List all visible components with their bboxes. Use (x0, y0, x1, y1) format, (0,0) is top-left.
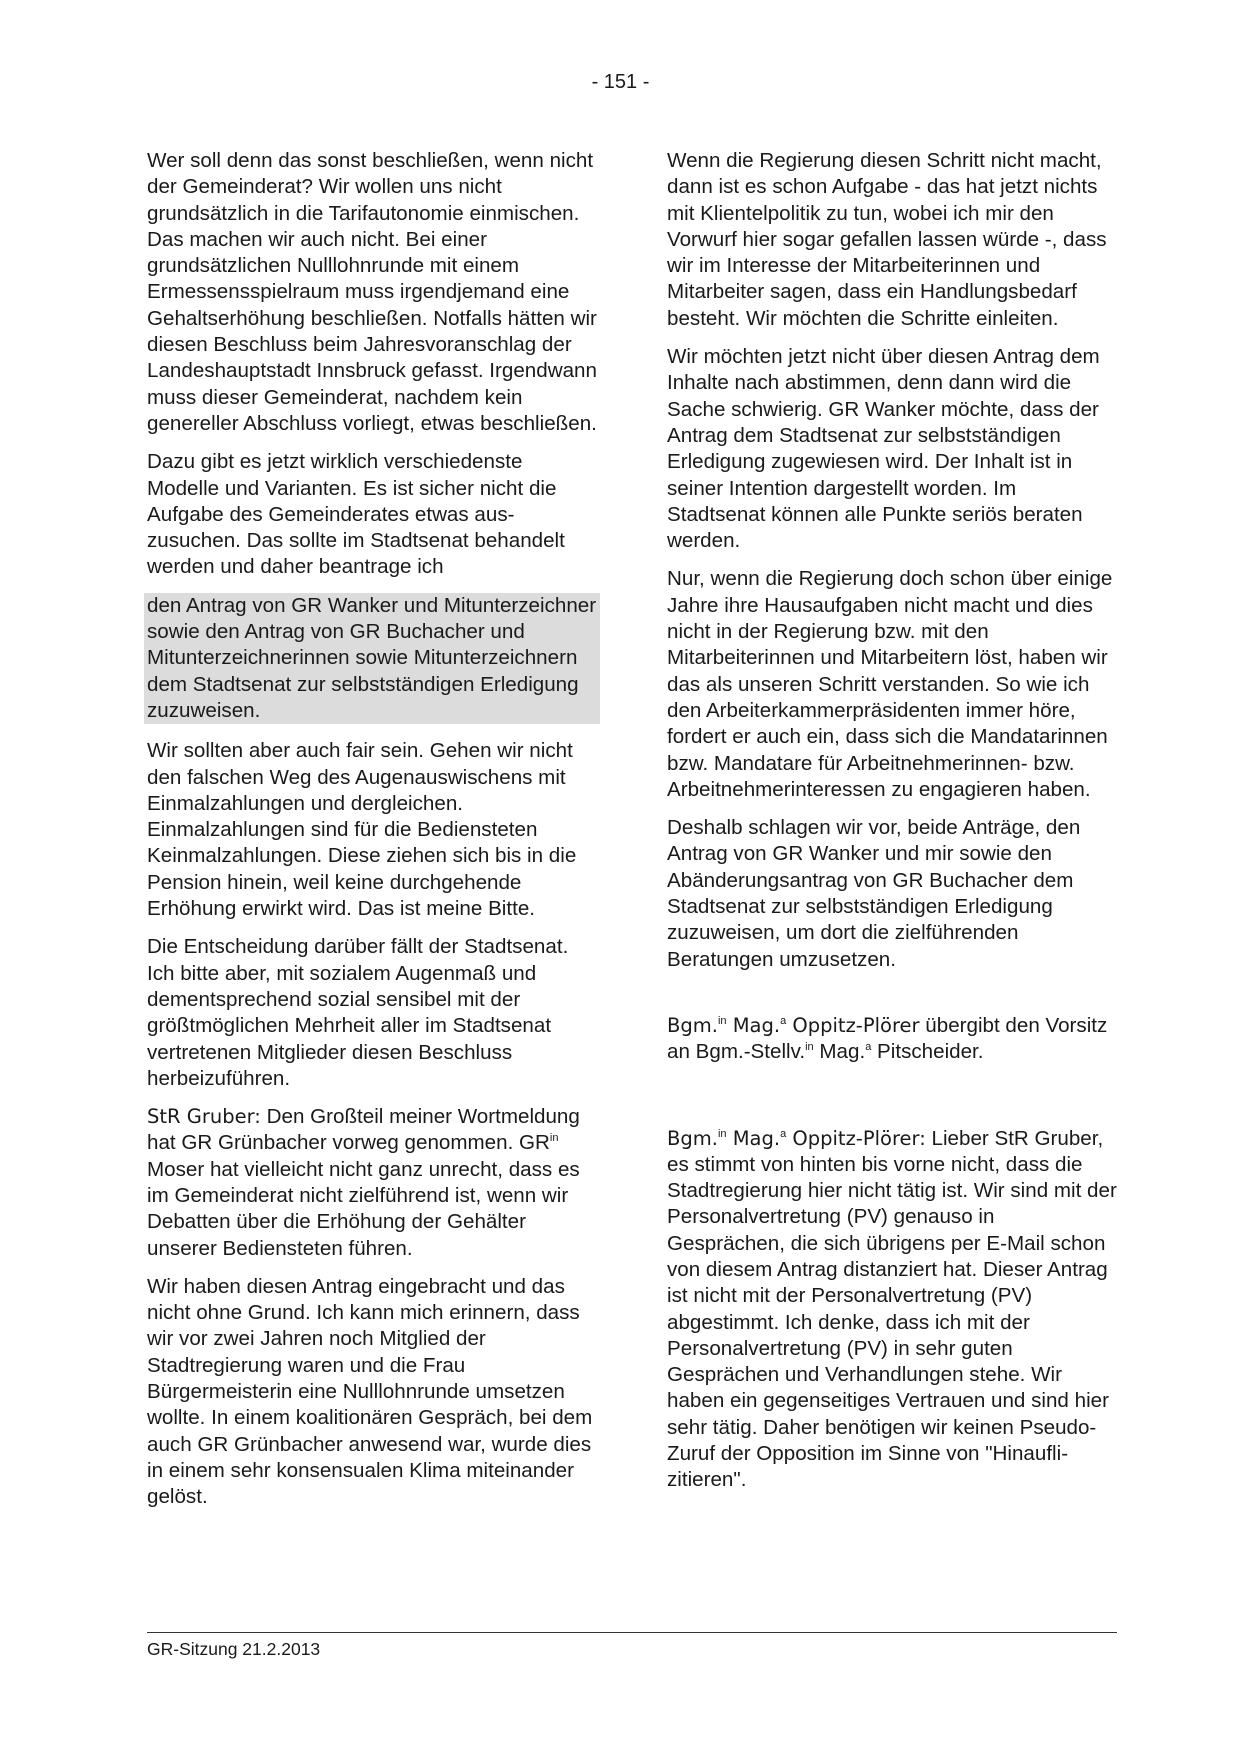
right-column (667, 148, 1117, 1506)
paragraph: Nur, wenn die Regierung doch schon über einige Jahre ihre Hausaufgaben nicht macht und dies nicht in der Regierung bzw. mit den Mitarbeiterinnen und Mitarbeitern löst, haben wir das als unseren Schritt verstanden. So wie ich den Arbeiterkammerpräsidenten immer höre, fordert er auch ein, dass sich die Mandatarinnen bzw. Mandatare für Arbeitnehmerinnen- bzw. Arbeitnehmerinteressen zu engagieren haben. (667, 567, 1113, 801)
note-text: Pitscheider. (871, 1040, 984, 1064)
speech-paragraph (667, 1126, 1117, 1494)
paragraph: Deshalb schlagen wir vor, beide Anträge, den Antrag von GR Wanker und mir sowie den Abänderungsantrag von GR Buchacher dem Stadtsenat zur selbstständigen Erledigung zuzuweisen, um dort die zielführenden Beratungen umzusetzen. (667, 816, 1081, 971)
paragraph: Dazu gibt es jetzt wirklich verschiedenste Modelle und Varianten. Es ist sicher nicht die Aufgabe des Gemeinderates etwas auszusuchen. Das sollte im Stadtsenat behandelt werden und daher beantrage ich (147, 450, 565, 579)
superscript: a (780, 1127, 787, 1140)
paragraph: Wer soll denn das sonst beschließen, wenn nicht der Gemeinderat? Wir wollen uns nicht grundsätzlich in die Tarifautonomie einmischen. Das machen wir auch nicht. Bei einer grundsätzlichen Nulllohnrunde mit einem Ermessensspielraum muss irgendjemand eine Gehaltserhöhung beschließen. Notfalls hätten wir diesen Beschluss beim Jahresvoranschlag der Landeshauptstadt Innsbruck gefasst. Irgendwann muss dieser Gemeinderat, nachdem kein genereller Abschluss vorliegt, etwas beschließen. (147, 149, 597, 435)
superscript: in (717, 1127, 727, 1140)
speaker-name: Bgm. (667, 1013, 718, 1037)
speaker-name: Mag. (726, 1013, 781, 1037)
speaker-name: Bgm. (667, 1126, 718, 1150)
speaker-name: Mag. (726, 1126, 781, 1150)
superscript: in (805, 1041, 814, 1054)
paragraph: Wir sollten aber auch fair sein. Gehen wir nicht den falschen Weg des Augenauswischens mit Einmalzahlungen und dergleichen. Einmalzahlungen sind für die Bediensteten Keinmalzahlungen. Diese ziehen sich bis in die Pension hinein, weil keine durchgehende Erhöhung erwirkt wird. Das ist meine Bitte. (147, 739, 577, 921)
paragraph: Wir möchten jetzt nicht über diesen Antrag dem Inhalte nach abstimmen, denn dann wird die Sache schwierig. GR Wanker möchte, dass der Antrag dem Stadtsenat zur selbstständigen Erledigung zugewiesen wird. Der Inhalt ist in seiner Intention dargestellt worden. Im Stadtsenat können alle Punkte seriös beraten werden. (667, 345, 1100, 553)
superscript: in (717, 1015, 727, 1028)
speech-paragraph (147, 1104, 597, 1262)
superscript: a (780, 1015, 787, 1028)
note-text: Mag. (813, 1040, 866, 1064)
superscript: in (549, 1132, 559, 1145)
left-column (147, 148, 597, 1523)
speech-text: Moser hat vielleicht nicht ganz unrecht, dass es im Gemeinderat nicht zielführend ist, wenn wir Debatten über die Erhöhung der Gehälter unserer Bediensteten führen. (147, 1157, 580, 1260)
speaker-name: Oppitz-Plörer: (786, 1126, 926, 1150)
paragraph: Wenn die Regierung diesen Schritt nicht macht, dann ist es schon Aufgabe - das hat jetzt nichts mit Klientelpolitik zu tun, wobei ich mir den Vorwurf hier sogar gefallen lassen würde -, dass wir im Interesse der Mitarbeiterinnen und Mitarbeiter sagen, dass ein Handlungsbedarf besteht. Wir möchten die Schritte einleiten. (667, 149, 1107, 330)
speaker-name: StR Gruber: (147, 1105, 261, 1129)
note-text: übergibt den Vorsitz an Bgm.-Stellv. (667, 1013, 1108, 1064)
superscript: a (865, 1041, 872, 1054)
footer-divider (147, 1632, 1117, 1633)
footer-session: GR-Sitzung 21.2.2013 (147, 1639, 321, 1659)
paragraph: Die Entscheidung darüber fällt der Stadtsenat. Ich bitte aber, mit sozialem Augenmaß und dementsprechend sozial sensibel mit der größtmöglichen Mehrheit aller im Stadtsenat vertretenen Mitglieder diesen Beschluss herbeizuführen. (147, 935, 569, 1090)
speaker-name: Oppitz-Plörer (786, 1013, 920, 1037)
speech-text: Lieber StR Gruber, es stimmt von hinten bis vorne nicht, dass die Stadtregierung hier nicht tätig ist. Wir sind mit der Personalvertretung (PV) genauso in Gesprächen, die sich übrigens per E-Mail schon von diesem Antrag distanziert hat. Dieser Antrag ist nicht mit der Personalvertretung (PV) abgestimmt. Ich denke, dass ich mit der Personalvertretung (PV) in sehr guten Gesprächen und Verhandlungen stehe. Wir haben ein gegenseitiges Vertrauen und sind hier sehr tätig. Daher benötigen wir keinen Pseudo-Zuruf der Opposition im Sinne von "Hinauflizitieren". (667, 1126, 1117, 1492)
motion-highlight: den Antrag von GR Wanker und Mitunterzeichner sowie den Antrag von GR Buchacher und Mitunterzeichnerinnen sowie Mitunterzeichnern dem Stadtsenat zur selbstständigen Erledigung zuzuweisen. (144, 593, 600, 724)
paragraph: Wir haben diesen Antrag eingebracht und das nicht ohne Grund. Ich kann mich erinnern, dass wir vor zwei Jahren noch Mitglied der Stadtregierung waren und die Frau Bürgermeisterin eine Nulllohnrunde umsetzen wollte. In einem koalitionären Gespräch, bei dem auch GR Grünbacher anwesend war, wurde dies in einem sehr konsensualen Klima miteinander gelöst. (147, 1274, 593, 1509)
page-number: - 151 - (591, 71, 650, 93)
speech-text: Den Großteil meiner Wortmeldung hat GR Grünbacher vorweg genommen. GR (147, 1105, 580, 1155)
chair-handover-note (667, 1013, 1117, 1066)
